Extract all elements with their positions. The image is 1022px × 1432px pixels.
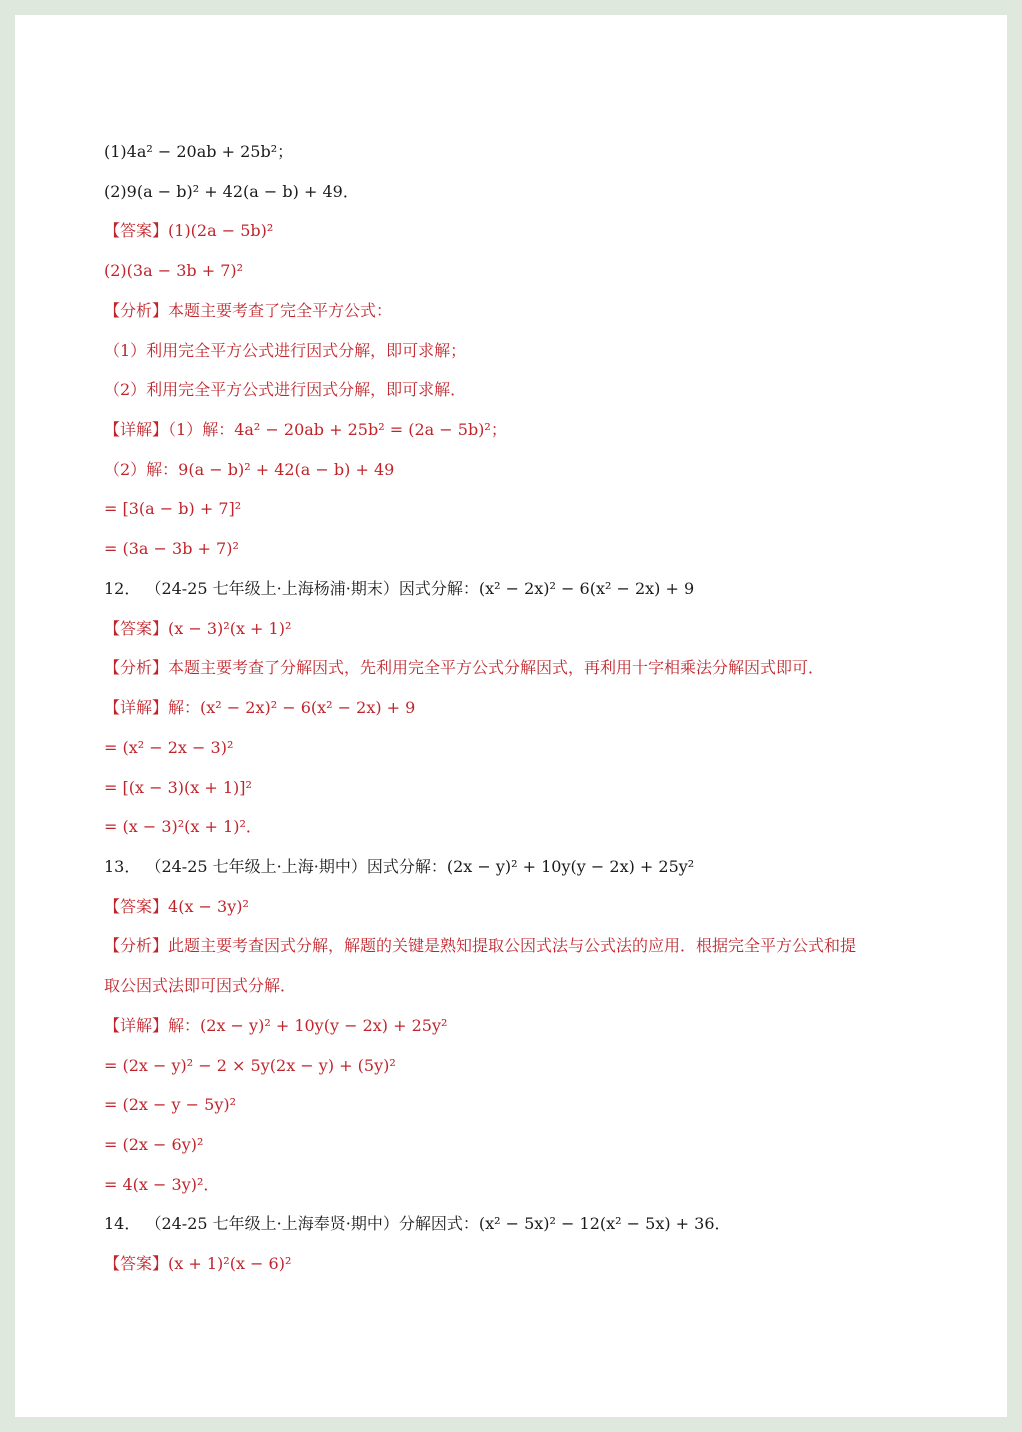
line-text: （2）解：9(a − b)² + 42(a − b) + 49 [104, 459, 395, 479]
text-line [104, 497, 927, 521]
line-text: 解：(x² − 2x)² − 6(x² − 2x) + 9 [168, 698, 416, 718]
text-line [104, 458, 927, 482]
text-line [104, 418, 927, 442]
line-text: 12． （24-25 七年级上·上海杨浦·期末）因式分解：(x² − 2x)² − 6(x² − 2x) + 9 [104, 578, 695, 598]
line-text: = (3a − 3b + 7)² [104, 539, 239, 559]
text-line [104, 656, 927, 680]
text-line [104, 537, 927, 561]
line-text: 13． （24-25 七年级上·上海·期中）因式分解：(2x − y)² + 10y(y − 2x) + 25y² [104, 856, 695, 876]
line-text: = [3(a − b) + 7]² [104, 499, 242, 519]
text-line [104, 140, 927, 164]
text-line [104, 736, 927, 760]
line-text: 本题主要考查了完全平方公式： [168, 300, 393, 320]
text-line [104, 180, 927, 204]
line-text: = (x − 3)²(x + 1)²． [104, 817, 262, 837]
text-line [104, 577, 927, 601]
line-text: （1）利用完全平方公式进行因式分解，即可求解； [104, 340, 467, 360]
text-line [104, 299, 927, 323]
text-line [104, 1054, 927, 1078]
text-line [104, 1212, 927, 1236]
line-text: (x + 1)²(x − 6)² [168, 1254, 292, 1274]
text-line [104, 1014, 927, 1038]
section-tag: 【详解】 [104, 1015, 169, 1035]
document-page [15, 15, 1007, 1417]
text-line [104, 776, 927, 800]
text-line [104, 259, 927, 283]
line-text: (2)(3a − 3b + 7)² [104, 261, 244, 281]
line-text: (1)(2a − 5b)² [168, 221, 274, 241]
line-text: (x − 3)²(x + 1)² [168, 618, 292, 638]
section-tag: 【详解】 [104, 698, 169, 718]
text-line [104, 1173, 927, 1197]
text-line [104, 1252, 927, 1276]
text-line [104, 895, 927, 919]
text-line [104, 934, 927, 958]
line-text: = 4(x − 3y)²． [104, 1174, 220, 1194]
section-tag: 【详解】 [104, 420, 169, 440]
line-text: 4(x − 3y)² [168, 896, 249, 916]
text-line [104, 815, 927, 839]
section-tag: 【答案】 [104, 221, 169, 241]
section-tag: 【答案】 [104, 896, 169, 916]
text-line [104, 219, 927, 243]
section-tag: 【分析】 [104, 300, 169, 320]
section-tag: 【分析】 [104, 658, 169, 678]
text-line [104, 378, 927, 402]
text-line [104, 974, 927, 998]
text-line [104, 696, 927, 720]
line-text: 取公因式法即可因式分解． [104, 976, 297, 996]
line-text: 此题主要考查因式分解，解题的关键是熟知提取公因式法与公式法的应用．根据完全平方公式和提 [168, 936, 857, 956]
line-text: (2)9(a − b)² + 42(a − b) + 49． [104, 181, 359, 201]
line-text: 解：(2x − y)² + 10y(y − 2x) + 25y² [168, 1015, 448, 1035]
section-tag: 【答案】 [104, 1254, 169, 1274]
line-text: = (2x − 6y)² [104, 1135, 204, 1154]
line-text: 本题主要考查了分解因式，先利用完全平方公式分解因式，再利用十字相乘法分解因式即可． [168, 658, 825, 678]
line-text: （1）解：4a² − 20ab + 25b² = (2a − 5b)²； [168, 420, 507, 440]
line-text: = (2x − y − 5y)² [104, 1095, 237, 1115]
line-text: = (2x − y)² − 2 × 5y(2x − y) + (5y)² [104, 1055, 396, 1075]
text-line [104, 1093, 927, 1117]
section-tag: 【答案】 [104, 618, 169, 638]
section-tag: 【分析】 [104, 936, 169, 956]
line-text: 14． （24-25 七年级上·上海奉贤·期中）分解因式：(x² − 5x)² − 12(x² − 5x) + 36． [104, 1214, 731, 1234]
line-text: (1)4a² − 20ab + 25b²； [104, 142, 294, 161]
line-text: （2）利用完全平方公式进行因式分解，即可求解． [104, 380, 467, 400]
text-line [104, 1133, 927, 1157]
text-line [104, 855, 927, 879]
text-line [104, 617, 927, 641]
text-line [104, 339, 927, 363]
line-text: = (x² − 2x − 3)² [104, 737, 234, 757]
line-text: = [(x − 3)(x + 1)]² [104, 777, 252, 797]
